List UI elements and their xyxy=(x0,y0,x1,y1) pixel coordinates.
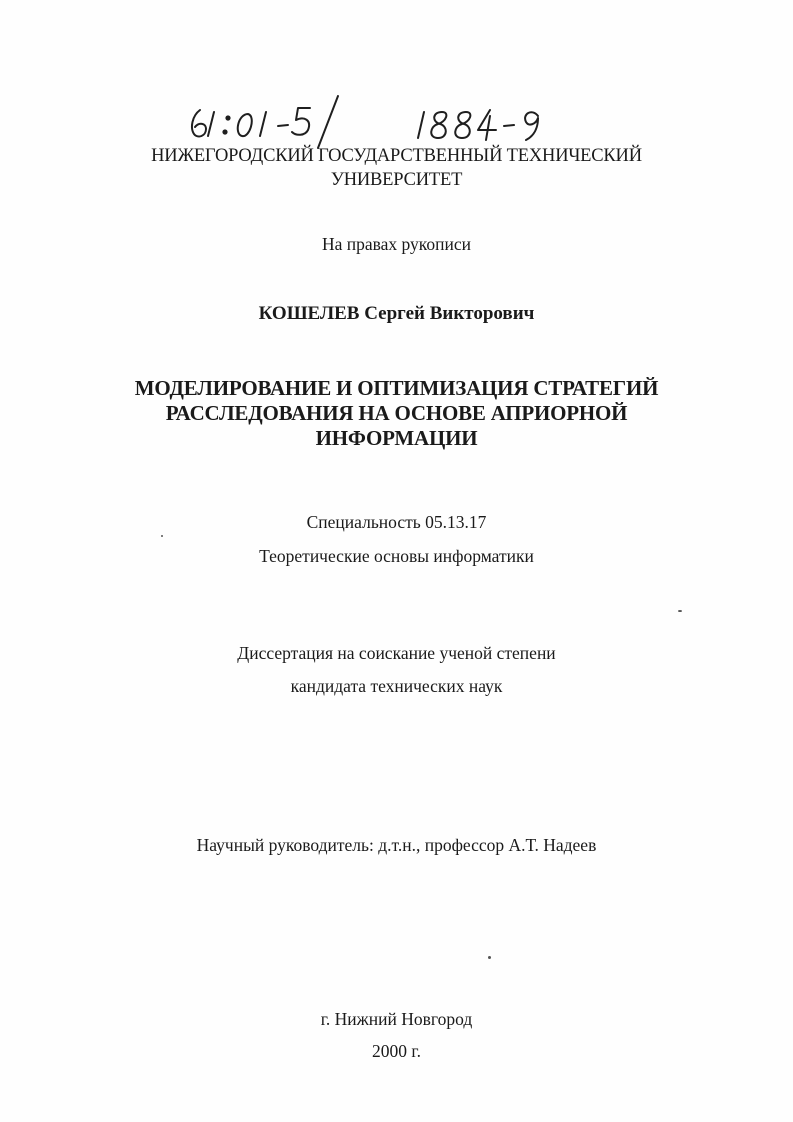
specialty-name: Теоретические основы информатики xyxy=(259,546,534,566)
author-name: КОШЕЛЕВ Сергей Викторович xyxy=(258,303,535,324)
dissertation-title-line2: РАССЛЕДОВАНИЯ НА ОСНОВЕ АПРИОРНОЙ xyxy=(165,401,628,425)
dissertation-title-line1: МОДЕЛИРОВАНИЕ И ОПТИМИЗАЦИЯ СТРАТЕГИЙ xyxy=(134,376,659,400)
scientific-supervisor: Научный руководитель: д.т.н., профессор А.Т. Надеев xyxy=(196,835,597,855)
scan-speck xyxy=(678,610,682,612)
city: г. Нижний Новгород xyxy=(320,1009,473,1029)
specialty-code: Специальность 05.13.17 xyxy=(306,512,487,532)
manuscript-rights-note: На правах рукописи xyxy=(321,234,472,254)
institution-name-line1: НИЖЕГОРОДСКИЙ ГОСУДАРСТВЕННЫЙ ТЕХНИЧЕСКИЙ xyxy=(151,146,642,166)
scan-speck xyxy=(488,956,491,959)
handwritten-archive-number xyxy=(186,92,576,152)
degree-line2: кандидата технических наук xyxy=(290,676,503,696)
degree-line1: Диссертация на соискание ученой степени xyxy=(237,643,556,663)
institution-name-line2: УНИВЕРСИТЕТ xyxy=(330,170,463,190)
year: 2000 г. xyxy=(372,1041,421,1061)
dissertation-title-line3: ИНФОРМАЦИИ xyxy=(315,426,478,450)
scan-speck xyxy=(161,535,163,537)
